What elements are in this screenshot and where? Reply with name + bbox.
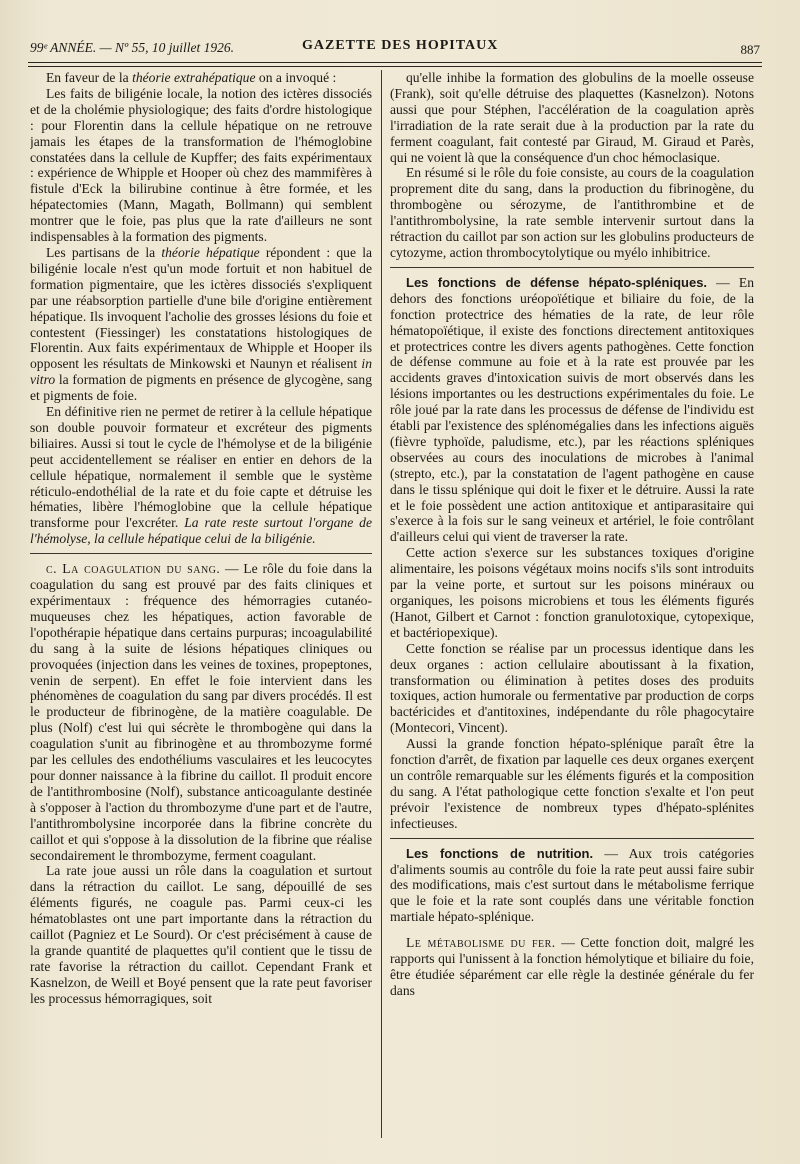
- page-header: [30, 36, 760, 60]
- paragraph: Les fonctions de nutrition. — Aux trois catégories d'aliments soumis au contrôle du foie la rate peut aussi faire subir des modifications, mais c'est surtout dans le métabolisme ferrique que le foie et la rate sont couplés dans une véritable fonction martiale hépato-splénique.: [390, 845, 754, 925]
- paragraph: Cette fonction se réalise par un processus identique dans les deux organes : action cellulaire aboutissant à la fixation, transformation ou élimination à petites doses des produits toxiques, action humorale ou fermentative par production de corps bactéricides et d'antitoxines, indépendante du rôle phagocytaire (Montecori, Vincent).: [390, 640, 754, 736]
- paragraph: En définitive rien ne permet de retirer à la cellule hépatique son double pouvoir formateur et excréteur des pigments biliaires. Aussi si tout le cycle de l'hémolyse et de la biligénie peut accidentellement se réaliser en entier en dehors de la cellule hépatique, normalement il semble que le système réticulo-endothélial de la rate et du foie capte et détruise les hématies, libère l'hémoglobine que la cellule hépatique transforme pour l'excréter. La rate reste surtout l'organe de l'hémolyse, la cellule hépatique celui de la biligénie.: [30, 404, 372, 547]
- right-column: [390, 70, 754, 1140]
- header-rule-bottom: [28, 66, 762, 67]
- paragraph: qu'elle inhibe la formation des globulins de la moelle osseuse (Frank), soit qu'elle détruise des plaquettes (Kasnelzon). Notons aussi que pour Stéphen, l'accélération de la coagulation après l'irradiation de la rate serait due à la production par la rate du ferment coagulant, fait contesté par Giraud, M. Giraud et Parès, qui ne voient là que la conséquence d'un choc hémoclasique.: [390, 70, 754, 165]
- paragraph: La rate joue aussi un rôle dans la coagulation et surtout dans la rétraction du caillot. Le sang, dépouillé de ses éléments figurés, ne coagule pas. Parmi ceux-ci les hématoblastes ont une part importante dans la rétraction du caillot (Pagniez et Le Sourd). Or c'est précisément à cause de la grande quantité de plaquettes qu'il contient que le tissu de rate favorise la rétraction du caillot. Cependant Frank et Kasnelzon, de Weill et Boyé pensent que la rate peut favoriser les processus hémorragiques, soit: [30, 863, 372, 1006]
- section-heading: Les fonctions de défense hépato-spléniques.: [406, 274, 708, 290]
- paragraph: Le métabolisme du fer. — Cette fonction doit, malgré les rapports qui l'unissent à la fonction hémolytique et biliaire du foie, être étudiée séparément car elle règle la destinée générale du fer dans: [390, 935, 754, 998]
- left-column: [30, 70, 372, 1140]
- journal-title: GAZETTE DES HOPITAUX: [302, 38, 499, 53]
- section-heading: Le métabolisme du fer.: [406, 935, 556, 951]
- column-divider: [381, 70, 382, 1138]
- paragraph: En résumé si le rôle du foie consiste, au cours de la coagulation proprement dite du sang, dans la production du fibrinogène, du thrombogène ou sérozyme, de l'antithrombine et de l'antithrombolysine, la rate semble intervenir surtout dans la rétraction du caillot par son action sur les globulins producteurs de cytozyme, action thrombocytolytique ou myélo inhibitrice.: [390, 165, 754, 260]
- paragraph: Aussi la grande fonction hépato-splénique paraît être la fonction d'arrêt, de fixation par laquelle ces deux organes exerçent un contrôle remarquable sur les éléments figurés et la composition du sang. A l'état pathologique cette fonction s'exalte et l'on peut prévoir l'existence de nombreux types d'hépato-splénites infectieuses.: [390, 736, 754, 831]
- paragraph: Cette action s'exerce sur les substances toxiques d'origine alimentaire, les poisons végétaux moins nocifs s'ils sont introduits par la veine porte, et surtout sur les poisons minéraux ou organiques, les poisons microbiens et tous les éléments figurés (Hanot, Gilbert et Carnot : fonction granulotoxique, cytopexique, et bactériopexique).: [390, 545, 754, 640]
- page-number: 887: [740, 42, 760, 57]
- header-rule-top: [28, 62, 762, 63]
- section-heading: Les fonctions de nutrition.: [406, 845, 594, 861]
- spacer: [390, 925, 754, 935]
- issue-info: 99ᵉ ANNÉE. — Nº 55, 10 juillet 1926.: [30, 40, 234, 55]
- paragraph: c. La coagulation du sang. — Le rôle du foie dans la coagulation du sang est prouvé par des faits cliniques et expérimentaux : fréquence des hémorragies cutanéo-muqueuses chez les hépatiques, action favorable de l'opothérapie hépatique dans certains purpuras; incoagulabilité du sang à la suite de lésions hépatiques cliniques ou provoquées (injection dans les veines de toxines, propeptones, venin de serpent). En effet le foie intervient dans les phénomènes de coagulation du sang par divers procédés. Il est le producteur de fibrinogène, de la matière coagulable. De plus (Nolf) c'est lui qui sécrète le thrombogène qui dans la coagulation s'unit au fibrinogène et au thrombozyme formé par les cellules des endothéliums vasculaires et les leucocytes pour donner naissance à la fibrine du caillot. Il produit encore de l'antithrombosine (Nolf), substance anticoagulante destinée à s'opposer à l'action du thrombozyme d'une part et de l'autre, l'antithrombolysine incorporée dans la fibrine concrète du caillot et qui s'oppose à la dissolution de la fibrine que réalise secondairement le thrombozyme, ferment coagulant.: [30, 561, 372, 863]
- paragraph: Les partisans de la théorie hépatique répondent : que la biligénie locale n'est qu'un mode fortuit et non habituel de formation pigmentaire, que les ictères dissociés s'expliquent par une réabsorption partielle d'une bile d'origine entièrement hépatique. Ils invoquent l'acholie des grosses lésions du foie et contestent (Fiessinger) les constatations histologiques de Florentin. Aux faits expérimentaux de Whipple et Hooper ils opposent les résultats de Minkowski et Naunyn et réalisent in vitro la formation de pigments en présence de glycogène, sang et pigments de foie.: [30, 244, 372, 404]
- paragraph: Les faits de biligénie locale, la notion des ictères dissociés et de la cholémie physiologique; des faits d'ordre histologique : pour Florentin dans la cellule hépatique on ne retrouve jamais les étapes de la transformation de l'hémoglobine constatées dans la cellule de Kupffer; des faits expérimentaux : expérience de Whipple et Hooper où chez des mammifères à fistule d'Eck la bilirubine continue à être formée, et les hépatectomies (Mann, Magath, Bollmann) qui semblent montrer que le foie, pas plus que la rate d'ailleurs ne sont indispensables à la formation des pigments.: [30, 85, 372, 245]
- paragraph: Les fonctions de défense hépato-spléniques. — En dehors des fonctions uréopoïétique et biliaire du foie, de la fonction protectrice des hématies de la rate, de leur rôle hématopoïétique, il existe des fonctions directement antitoxiques et protectrices contre les divers agents pathogènes. Cette fonction de défense commune au foie et à la rate est prouvée par les accidents graves d'intoxication suivis de mort observés dans les lésions importantes ou les destructions expérimentales du foie. Le rôle joué par la rate dans les processus de défense de l'individu est établi par l'existence des splénomégalies dans les infections aiguës (fièvre typhoïde, paludisme, etc.), par les réactions spléniques observées au cours des inoculations de microbes à l'animal (strepto, etc.), par la constatation de l'agent pathogène en cause dans le tissu splénique qui doit le fixer et le détruire. Aussi la rate et le foie possèdent une action antitoxique et antiparasitaire qui s'exerce à la fois sur le sang veineux et artériel, le foie contrôlant d'ailleurs celui qui vient de traverser la rate.: [390, 274, 754, 545]
- section-divider: [390, 832, 754, 846]
- section-divider: [390, 261, 754, 275]
- paragraph: En faveur de la théorie extrahépatique on a invoqué :: [46, 70, 337, 85]
- section-divider: [30, 547, 372, 561]
- section-heading: c. La coagulation du sang.: [46, 561, 221, 577]
